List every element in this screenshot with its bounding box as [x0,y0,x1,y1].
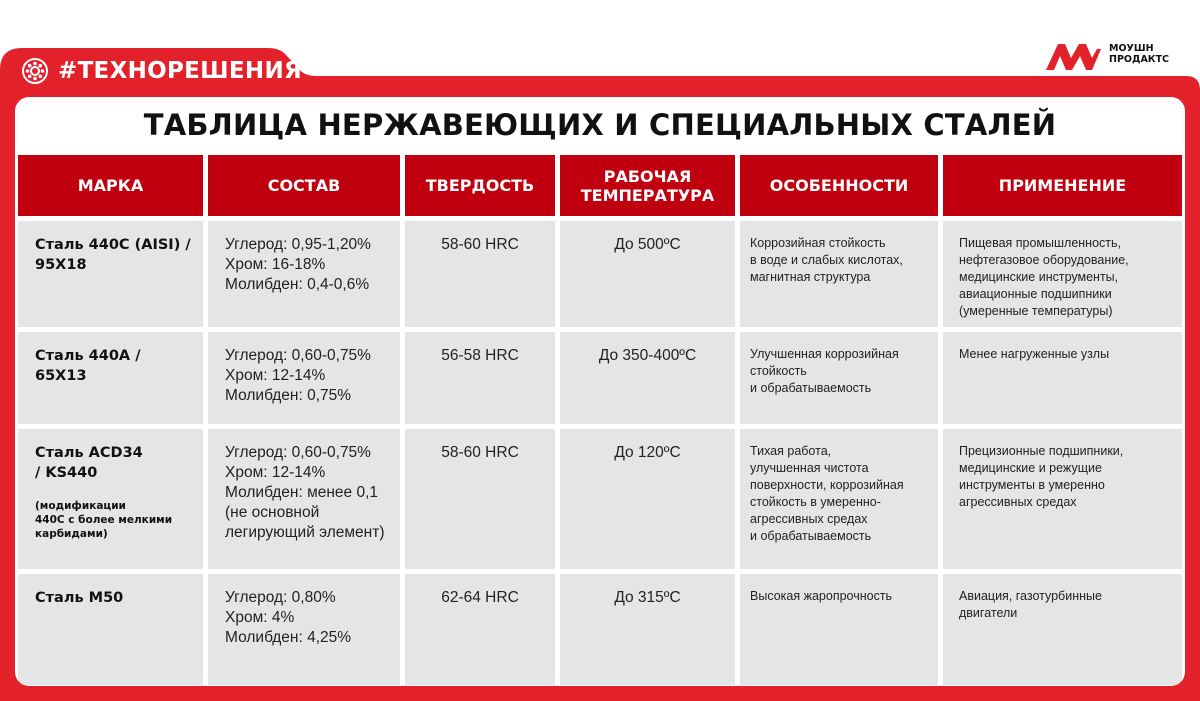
cell-composition [208,429,400,569]
features-text: Высокая жаропрочность [750,589,893,603]
hardness-value: 58-60 HRC [441,236,519,253]
application-text: Прецизионные подшипники, медицинские и режущие инструменты в умеренно агрессивных средах [959,444,1124,509]
cell-hardness [405,332,555,424]
tag-label: #ТЕХНОРЕШЕНИЯ [58,58,303,84]
header-temperature: РАБОЧАЯ ТЕМПЕРАТУРА [560,155,735,216]
header-application: ПРИМЕНЕНИЕ [943,155,1182,216]
cell-application [943,332,1182,424]
header-composition: СОСТАВ [208,155,400,216]
cell-brand [18,429,203,569]
cell-hardness [405,429,555,569]
features-text: Улучшенная коррозийная стойкость и обрабатываемость [750,347,899,395]
cell-brand [18,574,203,685]
temperature-value: До 315ºC [614,589,681,606]
cell-temperature [560,429,735,569]
page-title: ТАБЛИЦА НЕРЖАВЕЮЩИХ И СПЕЦИАЛЬНЫХ СТАЛЕЙ [143,108,1057,142]
temperature-value: До 500ºC [614,236,681,253]
cell-temperature [560,574,735,685]
cell-application [943,574,1182,685]
table-row [18,332,1182,424]
header-brand: МАРКА [18,155,203,216]
logo-line-1: МОУШН [1109,43,1154,54]
steel-table [18,155,1182,685]
cell-application [943,429,1182,569]
bearing-icon [21,57,49,85]
temperature-value: До 120ºC [614,444,681,461]
cell-composition [208,221,400,327]
logo-line-2: ПРОДАКТС [1109,54,1170,65]
cell-brand [18,221,203,327]
content-card [15,97,1185,686]
cell-temperature [560,332,735,424]
brand-name: Сталь 440C (AISI) / 95Х18 [35,237,191,273]
header-hardness: ТВЕРДОСТЬ [405,155,555,216]
cell-features [740,429,938,569]
motion-products-logo [1044,41,1102,71]
hardness-value: 62-64 HRC [441,589,519,606]
header-features: ОСОБЕННОСТИ [740,155,938,216]
cell-temperature [560,221,735,327]
cell-composition [208,332,400,424]
cell-features [740,332,938,424]
table-row [18,221,1182,327]
cell-application [943,221,1182,327]
application-text: Авиация, газотурбинные двигатели [959,589,1102,620]
temperature-value: До 350-400ºC [598,347,697,364]
brand-name: Сталь М50 [35,590,124,606]
features-text: Коррозийная стойкость в воде и слабых кислотах, магнитная структура [750,236,903,284]
table-row [18,574,1182,685]
features-text: Тихая работа, улучшенная чистота поверхности, коррозийная стойкость в умеренно- агрессивных средах и обрабатываемость [750,444,904,543]
table-row [18,429,1182,569]
composition-text: Углерод: 0,60-0,75% Хром: 12-14% Молибден: 0,75% [225,347,371,404]
hardness-value: 58-60 HRC [441,444,519,461]
application-text: Пищевая промышленность, нефтегазовое оборудование, медицинские инструменты, авиационные подшипники (умеренные температуры) [959,236,1129,318]
cell-hardness [405,574,555,685]
application-text: Менее нагруженные узлы [959,347,1110,361]
table-header-row [18,155,1182,216]
cell-features [740,574,938,685]
brand-note: (модификации 440С с более мелкими карбидами) [35,500,173,540]
composition-text: Углерод: 0,60-0,75% Хром: 12-14% Молибден: менее 0,1 (не основной легирующий элемент) [225,444,385,541]
composition-text: Углерод: 0,95-1,20% Хром: 16-18% Молибден: 0,4-0,6% [225,236,371,293]
cell-hardness [405,221,555,327]
brand-name: Сталь ACD34 / KS440 [35,445,143,481]
brand-name: Сталь 440A / 65Х13 [35,348,141,384]
hardness-value: 56-58 HRC [441,347,519,364]
cell-brand [18,332,203,424]
cell-features [740,221,938,327]
cell-composition [208,574,400,685]
logo-text [1109,43,1169,65]
composition-text: Углерод: 0,80% Хром: 4% Молибден: 4,25% [225,589,352,646]
